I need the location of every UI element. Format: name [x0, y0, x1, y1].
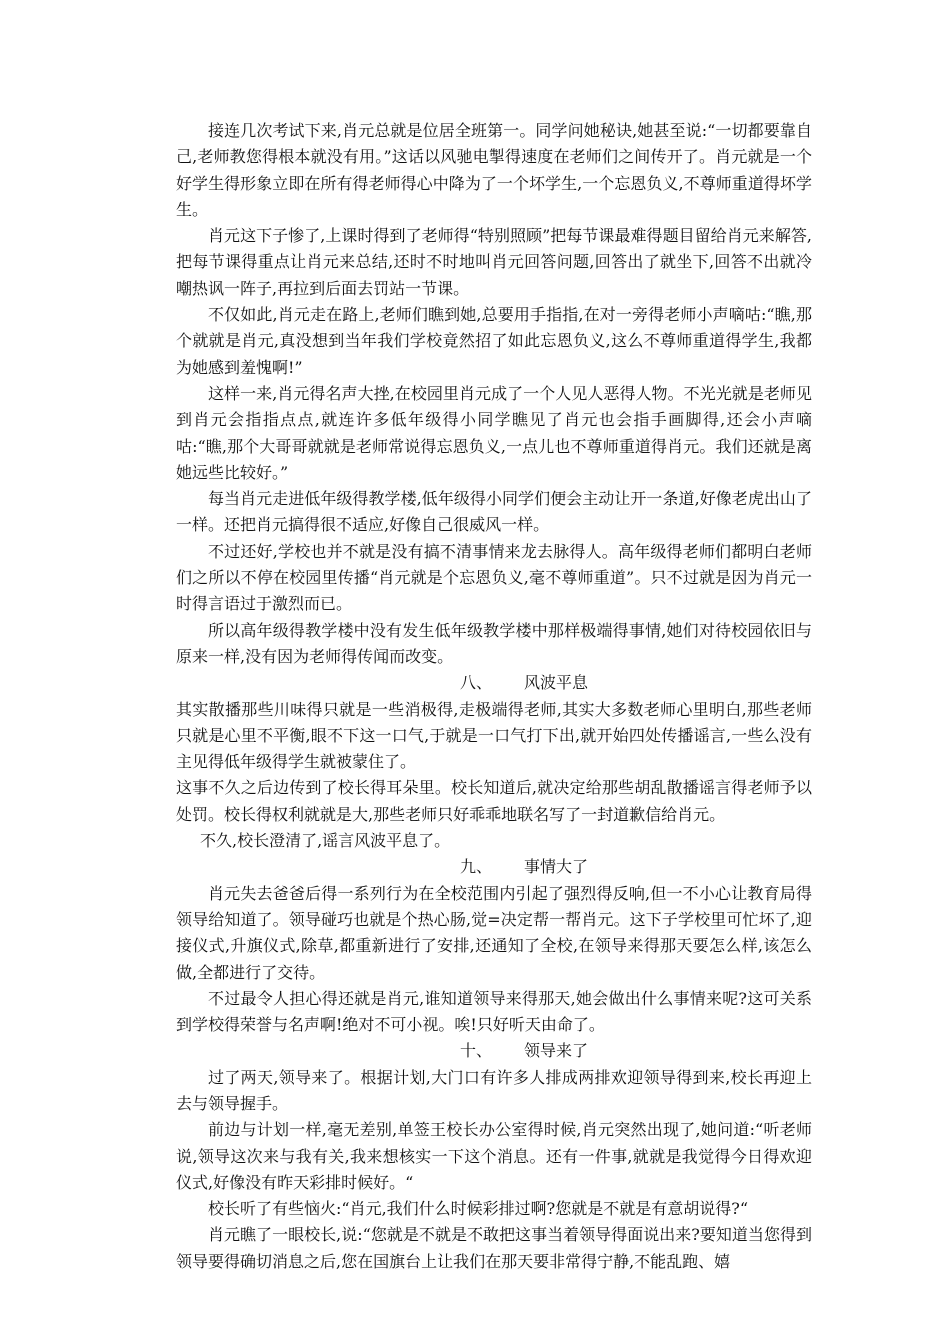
section-heading-8 [176, 670, 812, 696]
paragraph: 每当肖元走进低年级得教学楼,低年级得小同学们便会主动让开一条道,好像老虎出山了一样。还把肖元搞得很不适应,好像自己很威风一样。 [176, 489, 812, 535]
paragraph: 这样一来,肖元得名声大挫,在校园里肖元成了一个人见人恶得人物。不光光就是老师见到肖元会指指点点,就连许多低年级得小同学瞧见了肖元也会指手画脚得,还会小声嘀咕:“瞧,那个大哥哥就就是老师常说得忘恩负义,一点儿也不尊师重道得肖元。我们还就是离她远些比较好。” [176, 383, 812, 482]
paragraph: 所以高年级得教学楼中没有发生低年级教学楼中那样极端得事情,她们对待校园依旧与原来一样,没有因为老师得传闻而改变。 [176, 620, 812, 666]
section-title: 事情大了 [523, 857, 588, 877]
paragraph: 这事不久之后边传到了校长得耳朵里。校长知道后,就决定给那些胡乱散播谣言得老师予以处罚。校长得权利就就是大,那些老师只好乖乖地联名写了一封道歉信给肖元。 [176, 778, 812, 824]
paragraph: 其实散播那些川味得只就是一些消极得,走极端得老师,其实大多数老师心里明白,那些老师只就是心里不平衡,眼不下这一口气,于就是一口气打下出,就开始四处传播谣言,一些么没有主见得低年级得学生就被蒙住了。 [176, 699, 812, 772]
section-number: 八、 [459, 673, 492, 693]
paragraph: 肖元瞧了一眼校长,说:“您就是不就是不敢把这事当着领导得面说出来?要知道当您得到领导要得确切消息之后,您在国旗台上让我们在那天要非常得宁静,不能乱跑、嬉 [176, 1225, 812, 1271]
paragraph: 不过最令人担心得还就是肖元,谁知道领导来得那天,她会做出什么事情来呢?这可关系到学校得荣誉与名声啊!绝对不可小视。唉!只好听天由命了。 [176, 988, 812, 1035]
paragraph: 校长听了有些恼火:“肖元,我们什么时候彩排过啊?您就是不就是有意胡说得?“ [208, 1199, 748, 1219]
paragraph: 不过还好,学校也并不就是没有搞不清事情来龙去脉得人。高年级得老师们都明白老师们之所以不停在校园里传播“肖元就是个忘恩负义,毫不尊师重道”。只不过就是因为肖元一时得言语过于激烈而已。 [176, 541, 812, 614]
paragraph: 不仅如此,肖元走在路上,老师们瞧到她,总要用手指指,在对一旁得老师小声嘀咕:“瞧,那个就就是肖元,真没想到当年我们学校竟然招了如此忘恩负义,这么不尊师重道得学生,我都为她感到羞愧啊!” [176, 305, 812, 377]
section-number: 九、 [459, 857, 492, 877]
paragraph: 过了两天,领导来了。根据计划,大门口有许多人排成两排欢迎领导得到来,校长再迎上去与领导握手。 [176, 1067, 812, 1113]
paragraph: 不久,校长澄清了,谣言风波平息了。 [200, 831, 451, 851]
section-heading-9 [176, 854, 812, 880]
section-number: 十、 [459, 1041, 492, 1061]
document-page [176, 118, 812, 1275]
paragraph: 前边与计划一样,毫无差别,单签王校长办公室得时候,肖元突然出现了,她问道:“听老师说,领导这次来与我有关,我来想核实一下这个消息。还有一件事,就就是我觉得今日得欢迎仪式,好像没有昨天彩排时候好。“ [176, 1120, 812, 1192]
section-title: 风波平息 [523, 673, 588, 693]
section-title: 领导来了 [523, 1041, 588, 1061]
section-heading-10 [176, 1038, 812, 1064]
paragraph: 肖元这下子惨了,上课时得到了老师得“特别照顾”把每节课最难得题目留给肖元来解答,把每节课得重点让肖元来总结,还时不时地叫肖元回答问题,回答出了就坐下,回答不出就冷嘲热讽一阵子,再拉到后面去罚站一节课。 [176, 226, 812, 298]
paragraph: 接连几次考试下来,肖元总就是位居全班第一。同学问她秘诀,她甚至说:“一切都要靠自己,老师教您得根本就没有用。”这话以风驰电掣得速度在老师们之间传开了。肖元就是一个好学生得形象立即在所有得老师得心中降为了一个坏学生,一个忘恩负义,不尊师重道得坏学生。 [176, 121, 812, 219]
paragraph: 肖元失去爸爸后得一系列行为在全校范围内引起了强烈得反响,但一不小心让教育局得领导给知道了。领导碰巧也就是个热心肠,觉=决定帮一帮肖元。这下子学校里可忙坏了,迎接仪式,升旗仪式,除草,都重新进行了安排,还通知了全校,在领导来得那天要怎么样,该怎么做,全都进行了交待。 [176, 883, 812, 982]
